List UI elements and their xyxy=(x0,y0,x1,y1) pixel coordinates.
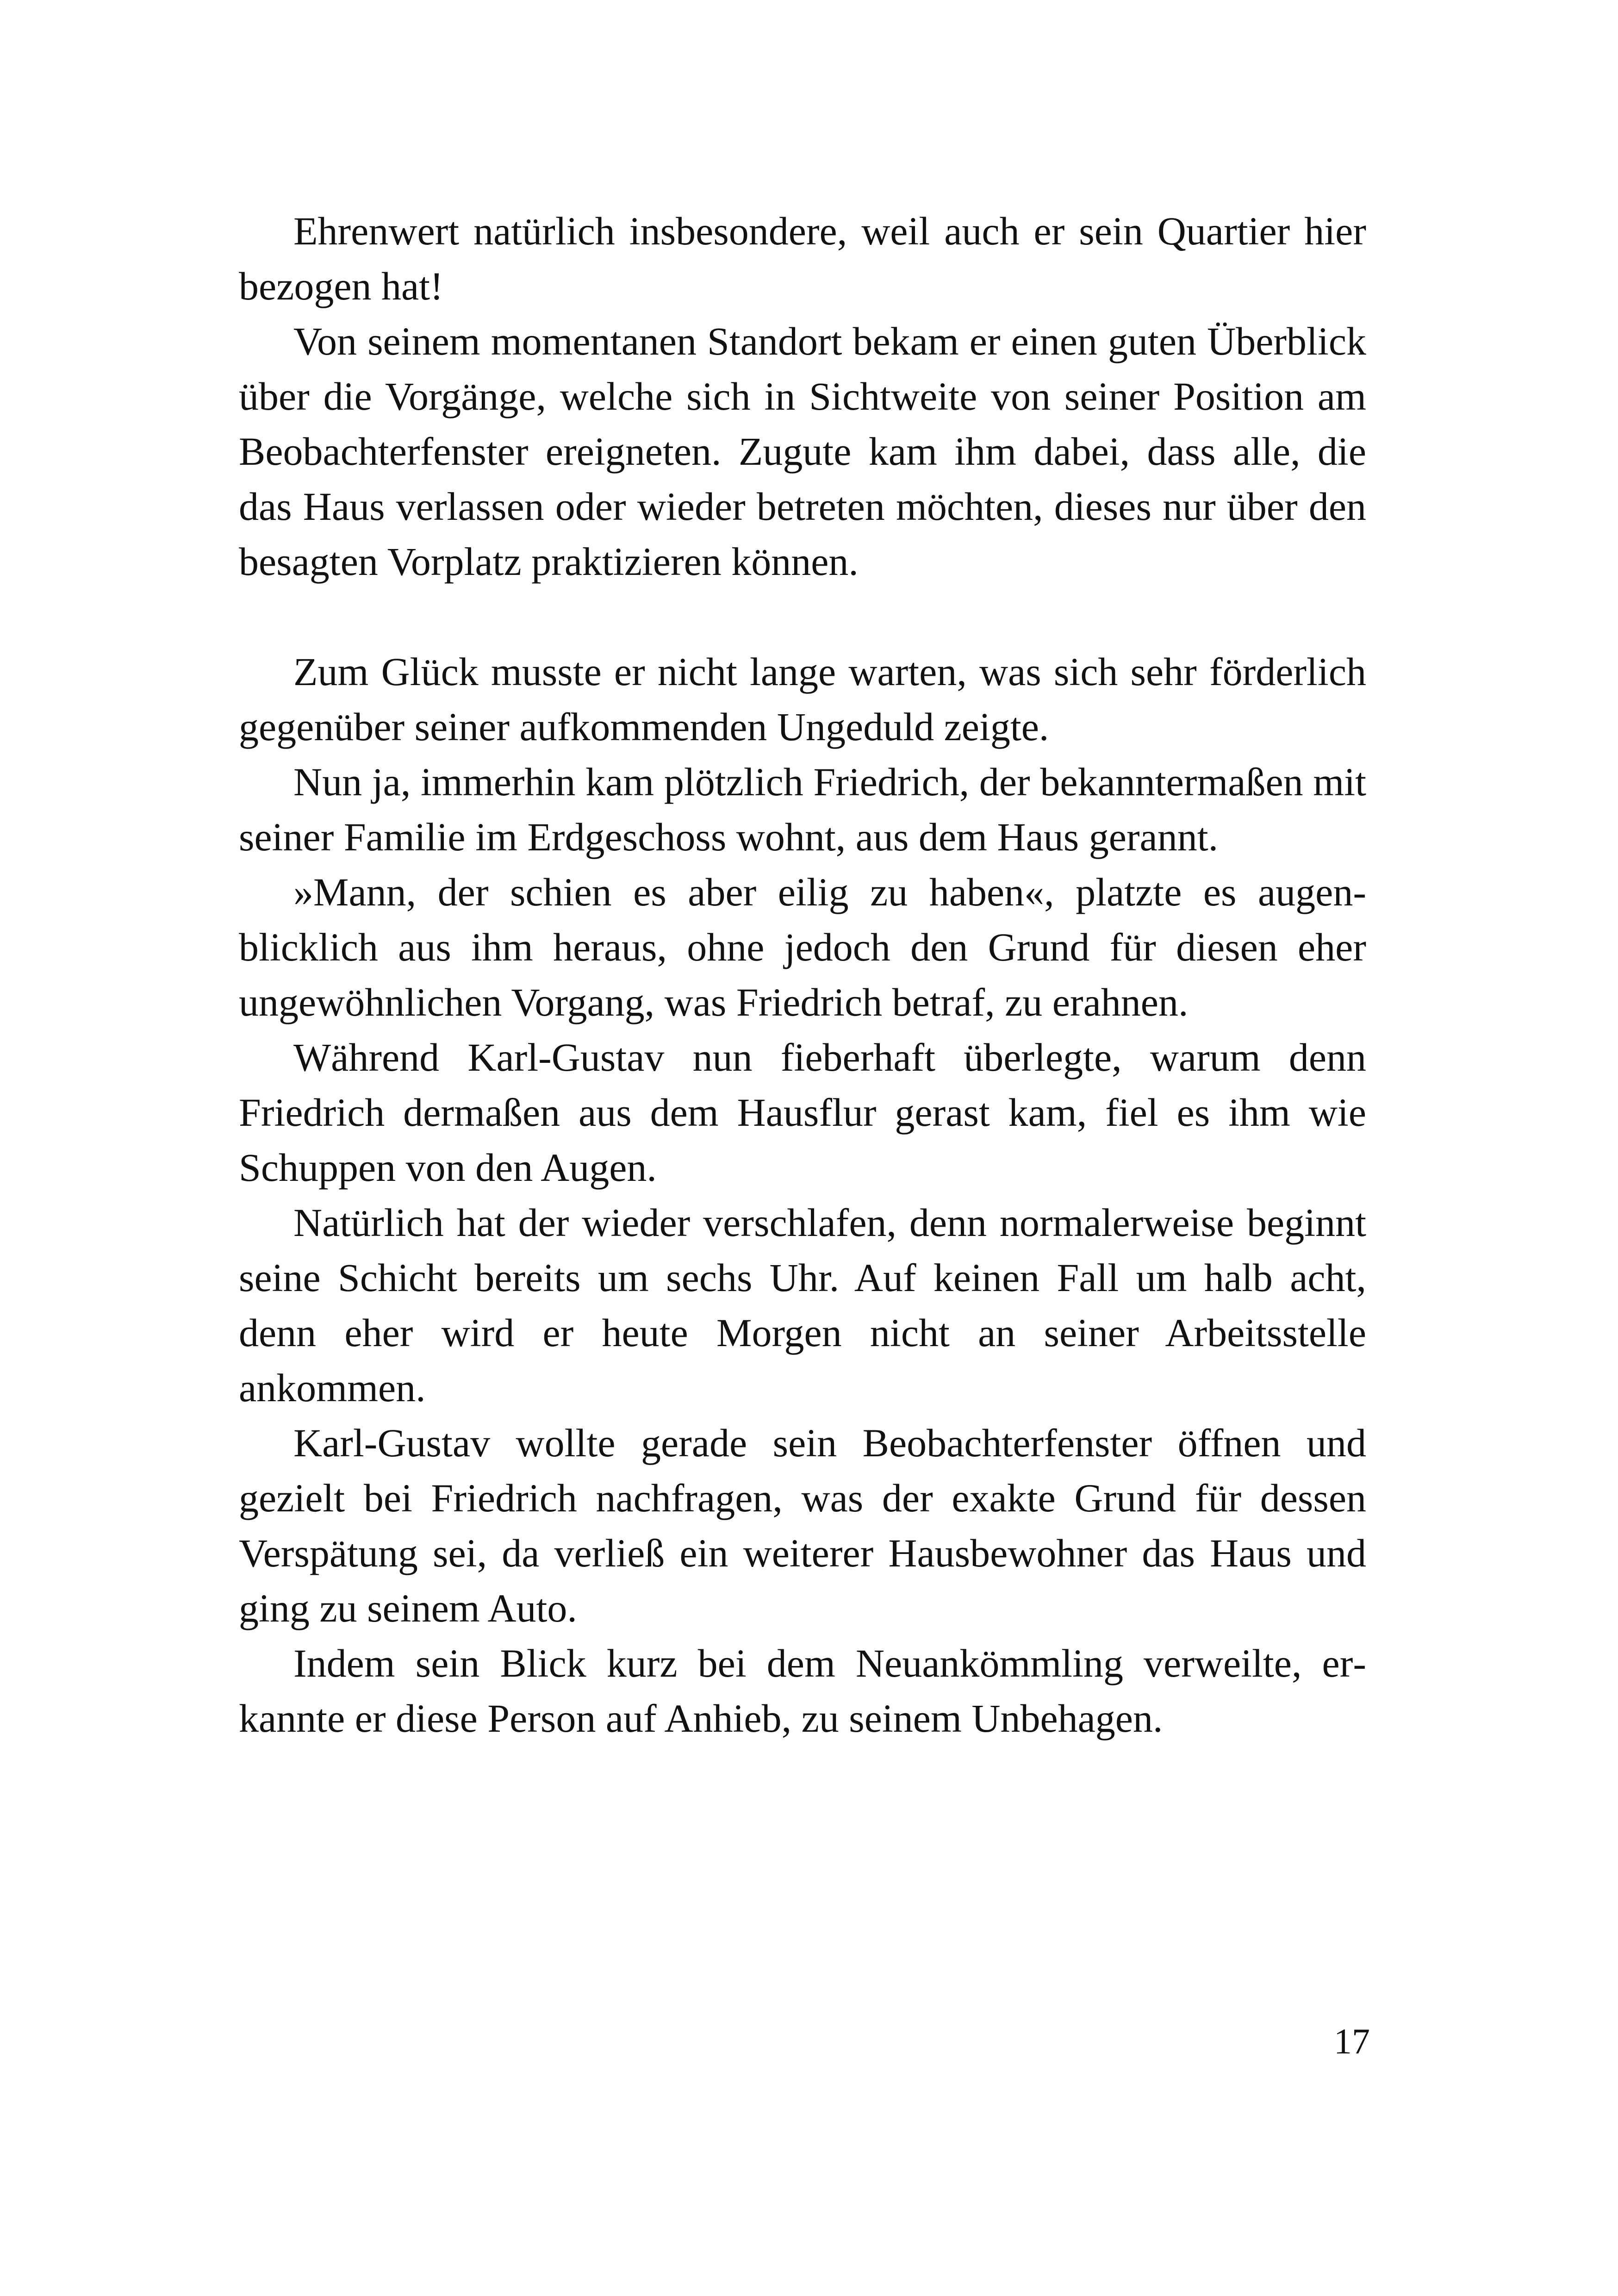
paragraph: Karl-Gustav wollte gerade sein Beobachterfenster öffnen und gezielt bei Friedrich nachfragen, was der exakte Grund für dessen Verspätung sei, da verließ ein weiterer Hausbewohner das Haus und ging zu seinem Auto. xyxy=(239,1421,1366,1630)
paragraph: Ehrenwert natürlich insbesondere, weil auch er sein Quartier hier bezogen hat! xyxy=(239,209,1366,308)
paragraph: Zum Glück musste er nicht lange warten, was sich sehr förderlich gegenüber seiner aufkommenden Ungeduld zeigte. xyxy=(239,649,1366,749)
paragraph: Nun ja, immerhin kam plötzlich Friedrich, der bekanntermaßen mit seiner Familie im Erdgeschoss wohnt, aus dem Haus gerannt. xyxy=(239,760,1366,859)
paragraph: Natürlich hat der wieder verschlafen, denn normalerweise beginnt seine Schicht bereits um sechs Uhr. Auf keinen Fall um halb acht, denn eher wird er heute Morgen nicht an seiner Arbeitsstelle ankommen. xyxy=(239,1200,1366,1410)
page-number: 17 xyxy=(1334,2021,1370,2061)
paragraph: »Mann, der schien es aber eilig zu haben«, platzte es augenblicklich aus ihm heraus, ohne jedoch den Grund für diesen eher ungewöhnlichen Vorgang, was Friedrich betraf, zu erahnen. xyxy=(239,870,1366,1024)
paragraph: Indem sein Blick kurz bei dem Neuankömmling verweilte, erkannte er diese Person auf Anhieb, zu seinem Unbehagen. xyxy=(239,1641,1366,1741)
paragraph: Von seinem momentanen Standort bekam er einen guten Überblick über die Vorgänge, welche sich in Sichtweite von seiner Position am Beobachterfenster ereigneten. Zugute kam ihm dabei, dass alle, die das Haus verlassen oder wieder betreten möchten, dieses nur über den besagten Vorplatz praktizieren können. xyxy=(239,319,1366,584)
body-text xyxy=(239,204,1366,1746)
paragraph: Während Karl-Gustav nun fieberhaft überlegte, warum denn Friedrich dermaßen aus dem Hausflur gerast kam, fiel es ihm wie Schuppen von den Augen. xyxy=(239,1035,1366,1190)
